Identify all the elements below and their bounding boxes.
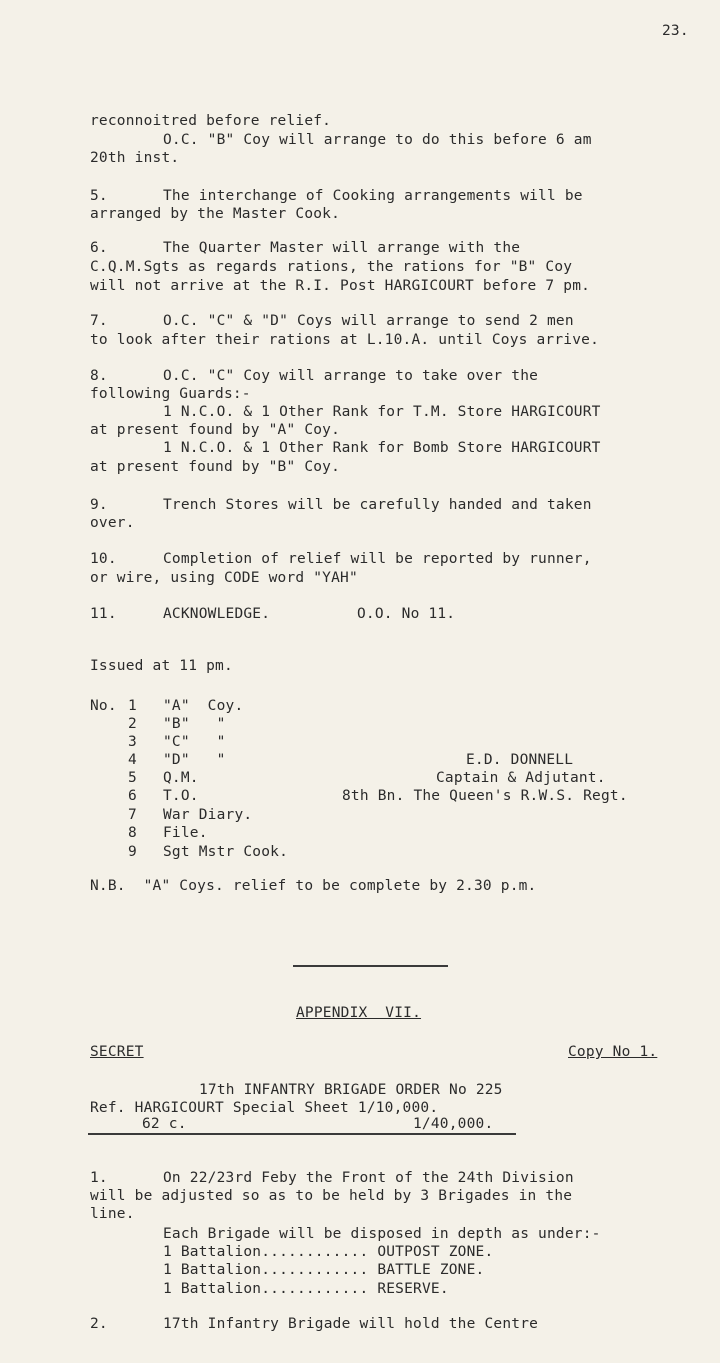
- text-line: Completion of relief will be reported by runner,: [163, 551, 592, 567]
- text-line: 1 Battalion............ BATTLE ZONE.: [163, 1262, 485, 1278]
- text-line: Each Brigade will be disposed in depth as under:-: [163, 1226, 601, 1242]
- text-line: O.C. "B" Coy will arrange to do this before 6 am: [163, 132, 592, 148]
- ref-underline: [88, 1133, 516, 1135]
- paragraph-number: 2.: [90, 1316, 108, 1332]
- text-line: O.C. "C" Coy will arrange to take over the: [163, 368, 539, 384]
- copy-number: Copy No 1.: [568, 1044, 658, 1060]
- distribution-num: 4: [128, 752, 137, 768]
- paragraph-number: 11.: [90, 606, 117, 622]
- text-line: The interchange of Cooking arrangements will be: [163, 188, 583, 204]
- text-line: The Quarter Master will arrange with the: [163, 240, 521, 256]
- paragraph-number: 7.: [90, 313, 108, 329]
- distribution-item: T.O.: [163, 788, 199, 804]
- signature-unit: 8th Bn. The Queen's R.W.S. Regt.: [342, 788, 628, 804]
- text-line: over.: [90, 515, 135, 531]
- distribution-item: "D" ": [163, 752, 226, 768]
- secret-label: SECRET: [90, 1044, 144, 1060]
- distribution-item: "A" Coy.: [163, 698, 244, 714]
- paragraph-number: 8.: [90, 368, 108, 384]
- paragraph-number: 9.: [90, 497, 108, 513]
- text-line: at present found by "B" Coy.: [90, 459, 341, 475]
- text-line: 1 N.C.O. & 1 Other Rank for Bomb Store HARGICOURT: [163, 440, 601, 456]
- paragraph-number: 6.: [90, 240, 108, 256]
- distribution-item: Q.M.: [163, 770, 199, 786]
- text-line: reconnoitred before relief.: [90, 113, 332, 129]
- text-line: O.O. No 11.: [357, 606, 456, 622]
- distribution-item: File.: [163, 825, 208, 841]
- text-line: 1 Battalion............ OUTPOST ZONE.: [163, 1244, 494, 1260]
- order-title: 17th INFANTRY BRIGADE ORDER No 225: [199, 1082, 503, 1098]
- text-line: line.: [90, 1206, 135, 1222]
- text-line: O.C. "C" & "D" Coys will arrange to send 2 men: [163, 313, 574, 329]
- text-line: 1 Battalion............ RESERVE.: [163, 1281, 449, 1297]
- text-line: will be adjusted so as to be held by 3 Brigades in the: [90, 1188, 573, 1204]
- text-line: C.Q.M.Sgts as regards rations, the rations for "B" Coy: [90, 259, 573, 275]
- text-line: 17th Infantry Brigade will hold the Centre: [163, 1316, 539, 1332]
- distribution-num: 8: [128, 825, 137, 841]
- text-line: to look after their rations at L.10.A. until Coys arrive.: [90, 332, 599, 348]
- text-line: will not arrive at the R.I. Post HARGICOURT before 7 pm.: [90, 278, 591, 294]
- distribution-item: "C" ": [163, 734, 226, 750]
- distribution-num: 2: [128, 716, 137, 732]
- paragraph-number: 5.: [90, 188, 108, 204]
- text-line: ACKNOWLEDGE.: [163, 606, 271, 622]
- ref-line: Ref. HARGICOURT Special Sheet 1/10,000.: [90, 1100, 439, 1116]
- distribution-num: 3: [128, 734, 137, 750]
- page-number: 23.: [662, 23, 689, 39]
- text-line: at present found by "A" Coy.: [90, 422, 341, 438]
- distribution-item: War Diary.: [163, 807, 253, 823]
- text-line: 1 N.C.O. & 1 Other Rank for T.M. Store HARGICOURT: [163, 404, 601, 420]
- text-line: On 22/23rd Feby the Front of the 24th Division: [163, 1170, 574, 1186]
- distribution-num: 6: [128, 788, 137, 804]
- distribution-num: 9: [128, 844, 137, 860]
- distribution-item: Sgt Mstr Cook.: [163, 844, 289, 860]
- distribution-item: "B" ": [163, 716, 226, 732]
- nota-bene: N.B. "A" Coys. relief to be complete by 2.30 p.m.: [90, 878, 537, 894]
- text-line: or wire, using CODE word "YAH": [90, 570, 358, 586]
- ref-line: 1/40,000.: [413, 1116, 494, 1132]
- signature-rank: Captain & Adjutant.: [436, 770, 606, 786]
- text-line: 20th inst.: [90, 150, 180, 166]
- ref-line: 62 c.: [142, 1116, 187, 1132]
- paragraph-number: 1.: [90, 1170, 108, 1186]
- appendix-title: APPENDIX VII.: [296, 1005, 422, 1021]
- paragraph-number: 10.: [90, 551, 117, 567]
- text-line: Trench Stores will be carefully handed and taken: [163, 497, 592, 513]
- issued-line: Issued at 11 pm.: [90, 658, 233, 674]
- distribution-label: No.: [90, 698, 117, 714]
- distribution-num: 7: [128, 807, 137, 823]
- text-line: arranged by the Master Cook.: [90, 206, 341, 222]
- signature-name: E.D. DONNELL: [466, 752, 574, 768]
- distribution-num: 1: [128, 698, 137, 714]
- text-line: following Guards:-: [90, 386, 251, 402]
- distribution-num: 5: [128, 770, 137, 786]
- section-divider: [293, 965, 448, 967]
